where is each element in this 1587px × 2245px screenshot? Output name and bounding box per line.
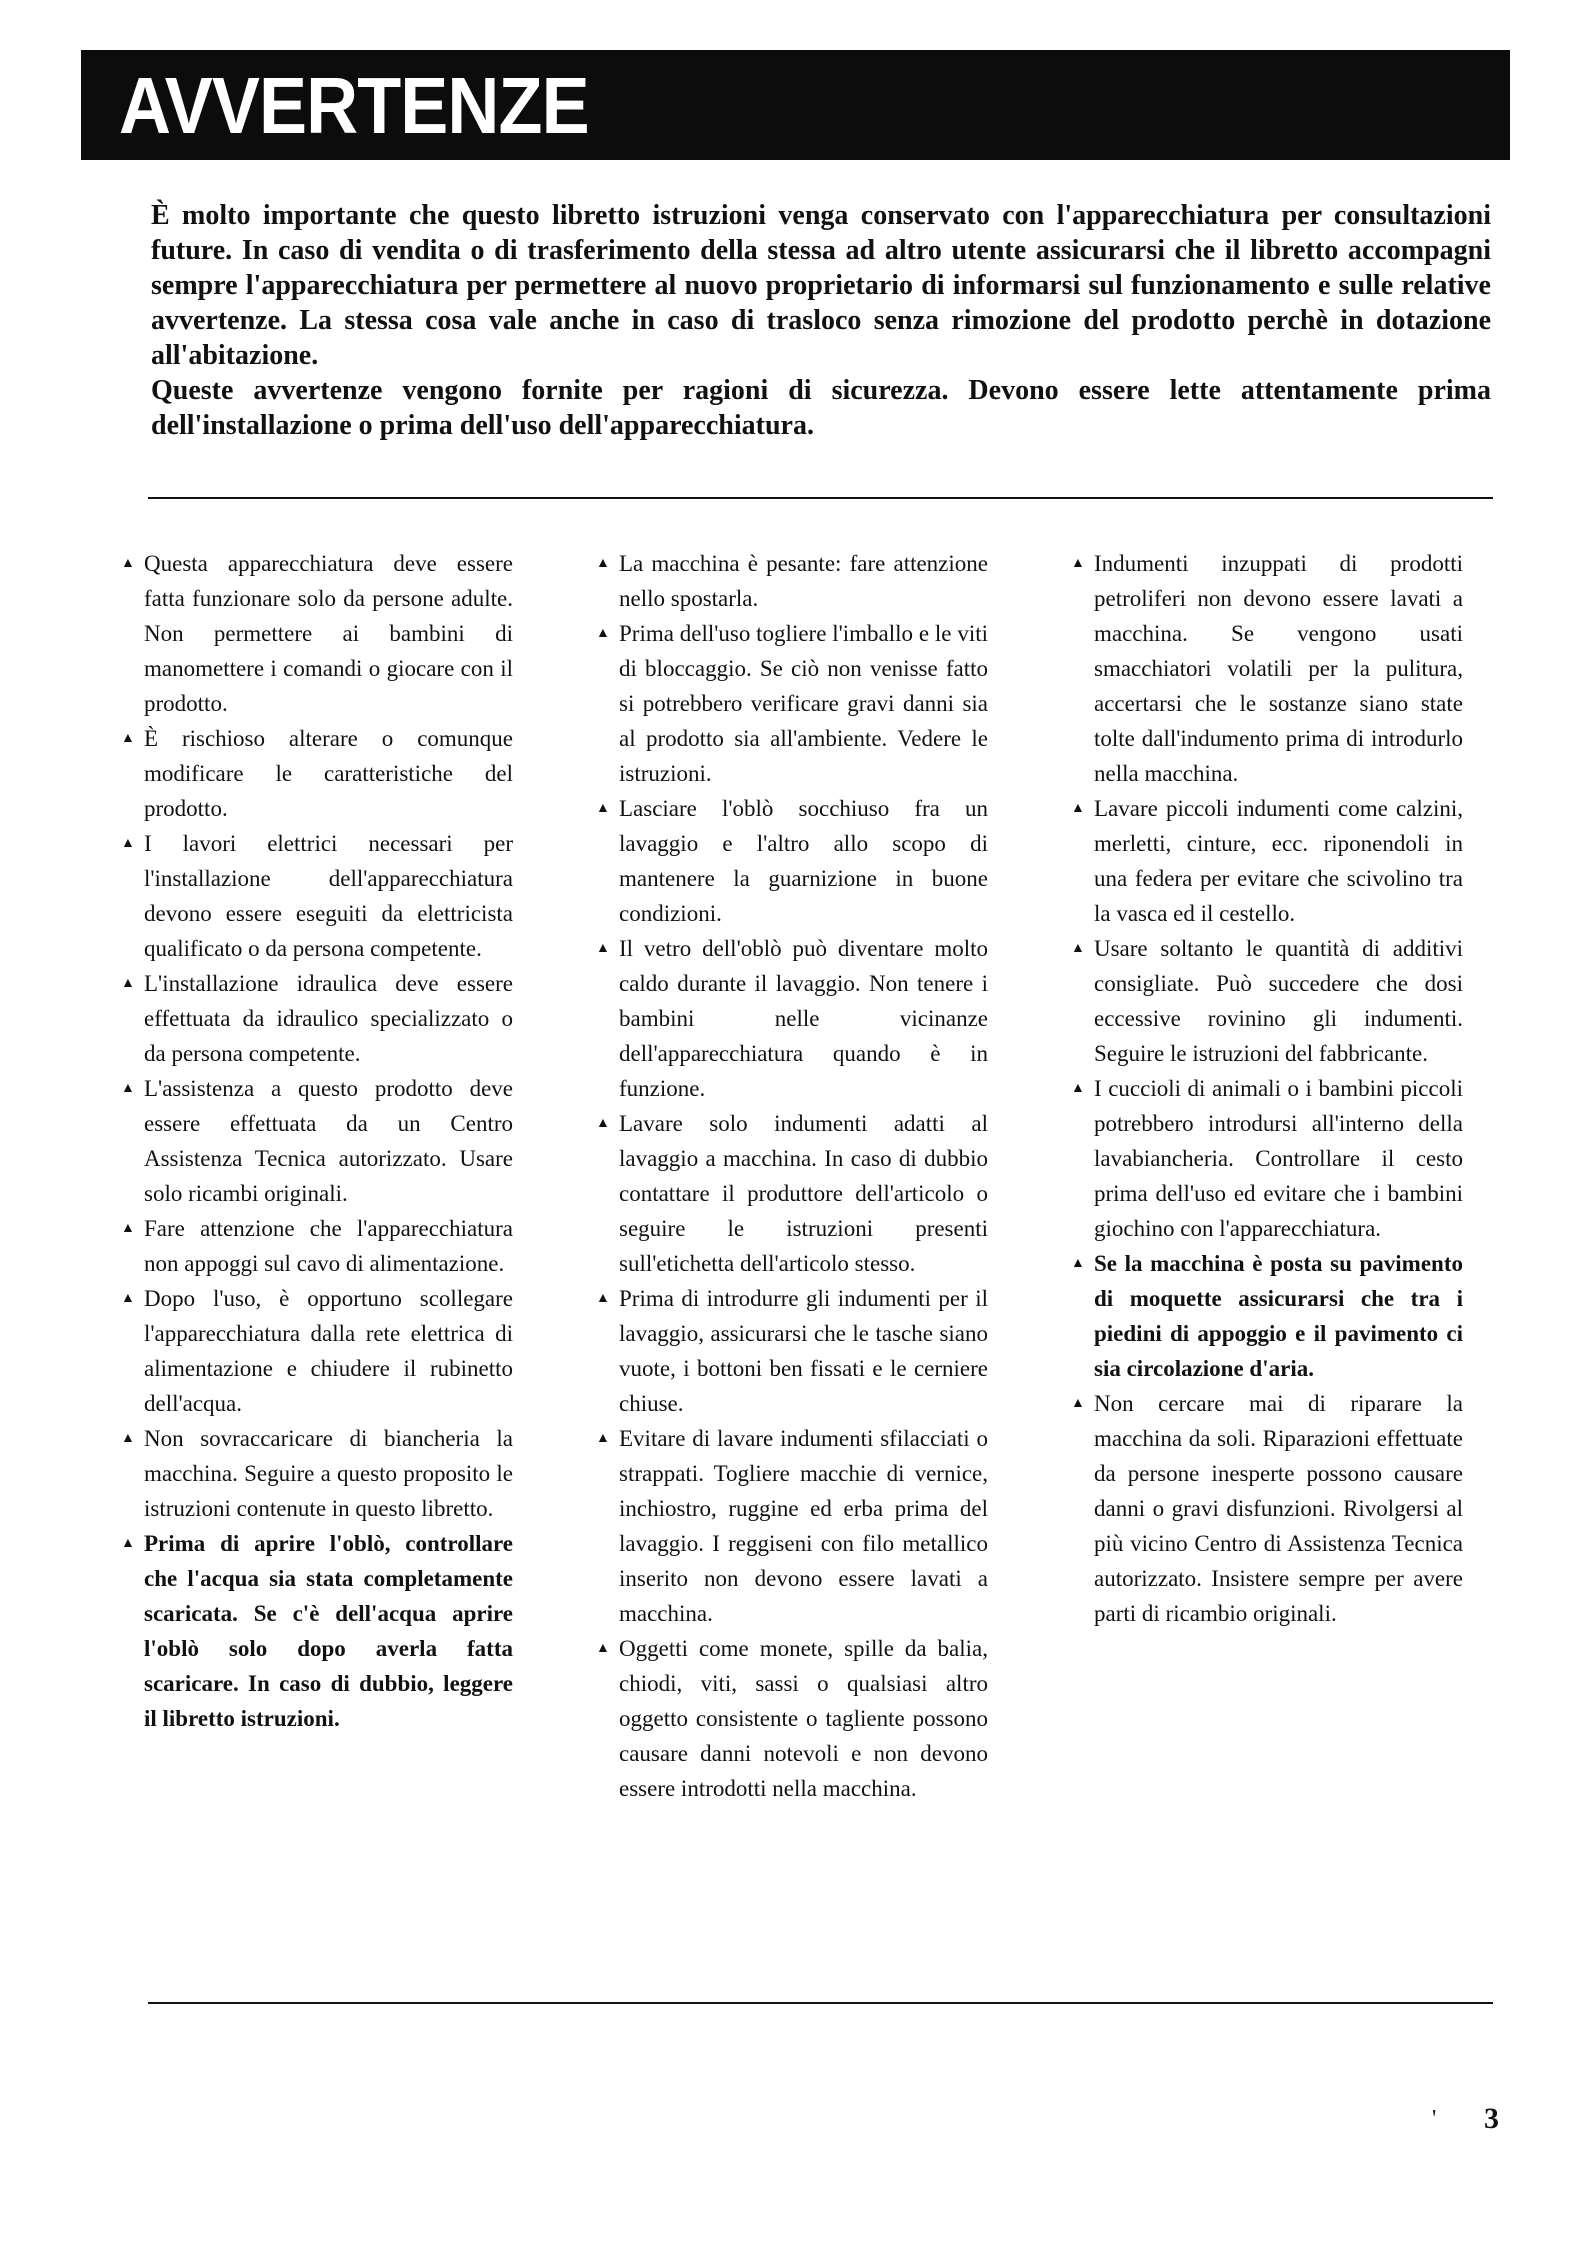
triangle-bullet-icon: ▲ [596,1641,610,1656]
warning-item: ▲ Lasciare l'oblò socchiuso fra un lavaggio e l'altro allo scopo di mantenere la guarnizione in buone condizioni. [588,791,988,931]
warning-item: ▲ Fare attenzione che l'apparecchiatura non appoggi sul cavo di alimentazione. [113,1211,513,1281]
triangle-bullet-icon: ▲ [121,731,135,746]
triangle-bullet-icon: ▲ [121,1081,135,1096]
warning-item-emphasis: ▲ Se la macchina è posta su pavimento di moquette assicurarsi che tra i piedini di appoggio e il pavimento ci sia circolazione d'aria. [1063,1246,1463,1386]
header-bar [81,50,1510,160]
triangle-bullet-icon: ▲ [121,836,135,851]
warning-item: ▲ Usare soltanto le quantità di additivi consigliate. Può succedere che dosi eccessive rovinino gli indumenti. Seguire le istruzioni del fabbricante. [1063,931,1463,1071]
triangle-bullet-icon: ▲ [121,1431,135,1446]
warning-item: ▲ L'assistenza a questo prodotto deve essere effettuata da un Centro Assistenza Tecnica autorizzato. Usare solo ricambi originali. [113,1071,513,1211]
warning-item: ▲ I cuccioli di animali o i bambini piccoli potrebbero introdursi all'interno della lavabiancheria. Controllare il cesto prima dell'uso ed evitare che i bambini giochino con l'apparecchiatura. [1063,1071,1463,1246]
page-title: AVVERTENZE [119,61,589,150]
triangle-bullet-icon: ▲ [1071,1081,1085,1096]
triangle-bullet-icon: ▲ [596,626,610,641]
warning-item: ▲ Non cercare mai di riparare la macchina da soli. Riparazioni effettuate da persone inesperte possono causare danni o gravi disfunzioni. Rivolgersi al più vicino Centro di Assistenza Tecnica autorizzato. Insistere sempre per avere parti di ricambio originali. [1063,1386,1463,1631]
warning-item: ▲ L'installazione idraulica deve essere effettuata da idraulico specializzato o da persona competente. [113,966,513,1071]
warning-item: ▲ I lavori elettrici necessari per l'installazione dell'apparecchiatura devono essere eseguiti da elettricista qualificato o da persona competente. [113,826,513,966]
warning-item-emphasis: ▲ Prima di aprire l'oblò, controllare che l'acqua sia stata completamente scaricata. Se c'è dell'acqua aprire l'oblò solo dopo averla fatta scaricare. In caso di dubbio, leggere il libretto istruzioni. [113,1526,513,1736]
triangle-bullet-icon: ▲ [1071,1396,1085,1411]
triangle-bullet-icon: ▲ [121,1221,135,1236]
divider-bottom [148,2002,1493,2004]
warning-item: ▲ Non sovraccaricare di biancheria la macchina. Seguire a questo proposito le istruzioni contenute in questo libretto. [113,1421,513,1526]
warning-item: ▲ Oggetti come monete, spille da balia, chiodi, viti, sassi o qualsiasi altro oggetto consistente o tagliente possono causare danni notevoli e non devono essere introdotti nella macchina. [588,1631,988,1806]
page-mark: ' [1432,2106,1437,2132]
warning-item: ▲ Evitare di lavare indumenti sfilacciati o strappati. Togliere macchie di vernice, inchiostro, ruggine ed erba prima del lavaggio. I reggiseni con filo metallico inserito non devono essere lavati a macchina. [588,1421,988,1631]
intro-text [151,198,1491,443]
triangle-bullet-icon: ▲ [1071,801,1085,816]
triangle-bullet-icon: ▲ [596,556,610,571]
warning-item: ▲ Dopo l'uso, è opportuno scollegare l'apparecchiatura dalla rete elettrica di alimentazione e chiudere il rubinetto dell'acqua. [113,1281,513,1421]
page-number: 3 [1484,2102,1499,2135]
triangle-bullet-icon: ▲ [1071,556,1085,571]
triangle-bullet-icon: ▲ [596,1291,610,1306]
warnings-column-2 [588,546,988,1806]
triangle-bullet-icon: ▲ [1071,1256,1085,1271]
triangle-bullet-icon: ▲ [596,801,610,816]
triangle-bullet-icon: ▲ [596,1431,610,1446]
warning-item: ▲ La macchina è pesante: fare attenzione nello spostarla. [588,546,988,616]
triangle-bullet-icon: ▲ [121,556,135,571]
warning-item: ▲ Lavare solo indumenti adatti al lavaggio a macchina. In caso di dubbio contattare il produttore dell'articolo o seguire le istruzioni presenti sull'etichetta dell'articolo stesso. [588,1106,988,1281]
triangle-bullet-icon: ▲ [121,1536,135,1551]
triangle-bullet-icon: ▲ [596,1116,610,1131]
intro-paragraph: È molto importante che questo libretto istruzioni venga conservato con l'apparecchiatura per consultazioni future. In caso di vendita o di trasferimento della stessa ad altro utente assicurarsi che il libretto accompagni sempre l'apparecchiatura per permettere al nuovo proprietario di informarsi sul funzionamento e sulle relative avvertenze. La stessa cosa vale anche in caso di trasloco senza rimozione del prodotto perchè in dotazione all'abitazione. [151,200,1491,371]
warning-item: ▲ Prima dell'uso togliere l'imballo e le viti di bloccaggio. Se ciò non venisse fatto si potrebbero verificare gravi danni sia al prodotto sia all'ambiente. Vedere le istruzioni. [588,616,988,791]
triangle-bullet-icon: ▲ [596,941,610,956]
warning-item: ▲ Questa apparecchiatura deve essere fatta funzionare solo da persone adulte. Non permettere ai bambini di manomettere i comandi o giocare con il prodotto. [113,546,513,721]
warning-item: ▲ Il vetro dell'oblò può diventare molto caldo durante il lavaggio. Non tenere i bambini nelle vicinanze dell'apparecchiatura quando è in funzione. [588,931,988,1106]
warning-item: ▲ Lavare piccoli indumenti come calzini, merletti, cinture, ecc. riponendoli in una federa per evitare che scivolino tra la vasca ed il cestello. [1063,791,1463,931]
warning-item: ▲ Indumenti inzuppati di prodotti petroliferi non devono essere lavati a macchina. Se vengono usati smacchiatori volatili per la pulitura, accertarsi che le sostanze siano state tolte dall'indumento prima di introdurlo nella macchina. [1063,546,1463,791]
warning-item: ▲ È rischioso alterare o comunque modificare le caratteristiche del prodotto. [113,721,513,826]
triangle-bullet-icon: ▲ [1071,941,1085,956]
warnings-column-1 [113,546,513,1736]
intro-paragraph: Queste avvertenze vengono fornite per ragioni di sicurezza. Devono essere lette attentamente prima dell'installazione o prima dell'uso dell'apparecchiatura. [151,375,1491,441]
divider-top [148,497,1493,499]
triangle-bullet-icon: ▲ [121,1291,135,1306]
triangle-bullet-icon: ▲ [121,976,135,991]
warnings-column-3 [1063,546,1463,1631]
warning-item: ▲ Prima di introdurre gli indumenti per il lavaggio, assicurarsi che le tasche siano vuote, i bottoni ben fissati e le cerniere chiuse. [588,1281,988,1421]
